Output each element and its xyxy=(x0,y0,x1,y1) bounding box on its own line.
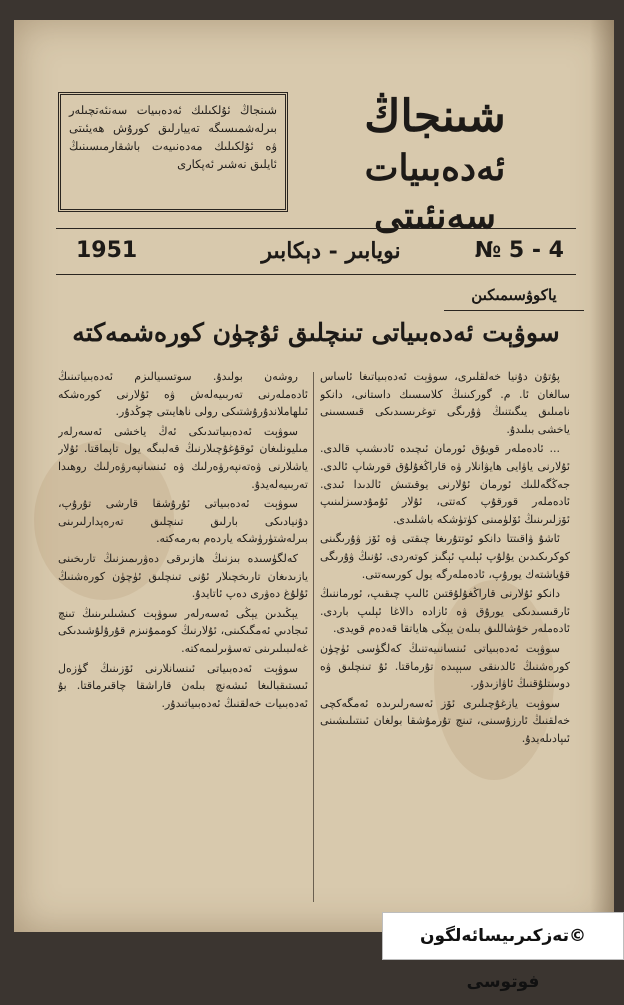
header-rule-bottom xyxy=(56,274,576,275)
header-rule-top xyxy=(56,228,576,229)
paragraph: پۇتۇن دۇنيا خەلقلىرى، سوۋېت ئەدەبىياتىغا ئاساس سالغان ئا. م. گوركىنىڭ كلاسسىك داستانى، دانكو نامىلىق يىگىتنىڭ ۋۇرىگى توغرىسىدىكى قىسسىنى ياخشى بىلىدۇ. xyxy=(320,370,570,436)
paragraph: سوۋېت ئەدەبىياتى ئۇرۇشقا قارشى تۇرۇپ، دۇنيادىكى بارلىق تىنچلىق تەرەپدارلىرىنى بىرلەشتۈرۈشكە ياردەم بەرمەكتە. xyxy=(58,497,308,546)
journal-title-line1: شىنجاڭ xyxy=(364,91,506,142)
masthead xyxy=(0,70,600,237)
paragraph: سوۋېت ئەدەبىياتى ئىنسانىيەتنىڭ كەلگۈسى ئۈچۈن كورەشنىڭ ئالدىنقى سېپىدە تۇرماقتا. ئۇ تىنچلىق ۋە دوستلۇقنىڭ ئاۋازىدۇر. xyxy=(320,641,570,691)
paragraph: دانكو ئۇلارنى قاراڭغۇلۇقتىن ئالىپ چىقىپ، ئورماننىڭ ئارقىسىدىكى يورۇق ۋە ئازادە دالاغا ئېلىپ باردى. ئادەملەر خۇشاللىق بىلەن يېڭى ھاياتقا قەدەم قويدى. xyxy=(320,587,570,636)
paragraph: سوۋېت يازغۇچىلىرى ئۆز ئەسەرلىرىدە ئەمگەكچى خەلقنىڭ ئارزۇسىنى، تىنچ تۇرمۇشقا بولغان ئىنتىلىشىنى ئىپادىلەيدۇ. xyxy=(320,696,570,745)
journal-title xyxy=(300,90,570,237)
article-column-right xyxy=(320,368,570,908)
photo-credit-watermark: ©تەزكىرىيسائەلگون فوتوسى xyxy=(382,912,624,960)
dateline xyxy=(56,232,576,272)
article-headline: سوۋېت ئەدەبىياتى تىنچلىق ئۇچۈن كورەشمەكتە xyxy=(72,318,560,347)
issue-year: 1951 xyxy=(76,238,138,263)
column-divider xyxy=(313,372,314,902)
paragraph: روشەن بولىدۇ. سوتسىيالىزم ئەدەبىياتىنىڭ ئادەملەرنى تەربىيەلەش ۋە ئۇلارنى كورەشكە ئىلھاملاندۇرۇشتىكى رولى ناھايىتى چوڭدۇر. xyxy=(58,370,308,419)
paragraph: سوۋېت ئەدەبىياتىدىكى ئەڭ ياخشى ئەسەرلەر مىليونلىغان ئوقۇغۇچىلارنىڭ قەلبىگە يول تاپماقتا. ئۇلار ياشلارنى ۋەتەنپەرۋەرلىك ۋە ئىنسانپەرۋەرلىك روھىدا تەربىيەلەيدۇ. xyxy=(58,424,308,491)
journal-title-line2: ئەدەبىيات سەنئىتى xyxy=(364,147,506,237)
paragraph: ئاشۇ ۋاقىتتا دانكو ئوتتۇرىغا چىقتى ۋە ئۆز ۋۇرىگىنى كوكرىكىدىن يۇلۇپ ئېلىپ ئېگىز كوتەردى. ئۇنىڭ ۋۇرىگى قۇياشتەك يورۇپ، ئادەملەرگە يول كورسەتتى. xyxy=(320,532,570,581)
article-author: ياكوۋسىمىكىن xyxy=(444,286,584,311)
issue-months: نويابىر - دېكابىر xyxy=(261,238,401,264)
paragraph: سوۋېت ئەدەبىياتى ئىنسانلارنى ئۆزىنىڭ گۈزەل ئىستىقبالىغا ئىشەنچ بىلەن قاراشقا چاقىرماقتا. بۇ ئەدەبىيات خەلقنىڭ ئەدەبىياتىدۇر. xyxy=(58,661,308,710)
paragraph: ... ئادەملەر قويۇق ئورمان ئىچىدە ئادىشىپ قالدى. ئۇلارنى ياۋايى ھايۋانلار ۋە قاراڭغۇلۇق قورشاپ ئالدى. جەڭگەللىك ئورمان ئۇلارنى يوقىتىش ئالدىدا ئىدى. ئادەملەر قورقۇپ كەتتى، ئۇلار ئۇمۇدسىزلىنىپ ئۆزلىرىنىڭ ئۆلۈمىنى كۈتۈشكە باشلىدى. xyxy=(320,442,570,526)
publisher-motto-box: شىنجاڭ ئۇلكىلىك ئەدەبىيات سەنئەتچىلەر بىرلەشمىسىگە تەييارلىق كورۇش ھەيئىتى ۋە ئۇلكىلىك مەدەنىيەت باشقارمىسىنىڭ ئايلىق نەشىر ئەپكارى xyxy=(58,92,288,212)
paragraph: كەلگۈسىدە بىزنىڭ ھازىرقى دەۋرىمىزنىڭ تارىخىنى يازىدىغان تارىخچىلار ئۇنى تىنچلىق ئۈچۈن كورەشنىڭ ئۇلۇغ دەۋرى دەپ ئاتايدۇ. xyxy=(58,551,308,601)
article-column-left xyxy=(58,368,308,908)
issue-number: № 5 - 4 xyxy=(474,238,564,263)
paragraph: يېڭىدىن يېڭى ئەسەرلەر سوۋېت كىشىلىرىنىڭ تىنچ ئىجادىي ئەمگىكىنى، ئۇلارنىڭ كوممۇنىزم قۇرۇلۇشىدىكى غەلىبىلىرىنى تەسۋىرلىمەكتە. xyxy=(58,606,308,655)
